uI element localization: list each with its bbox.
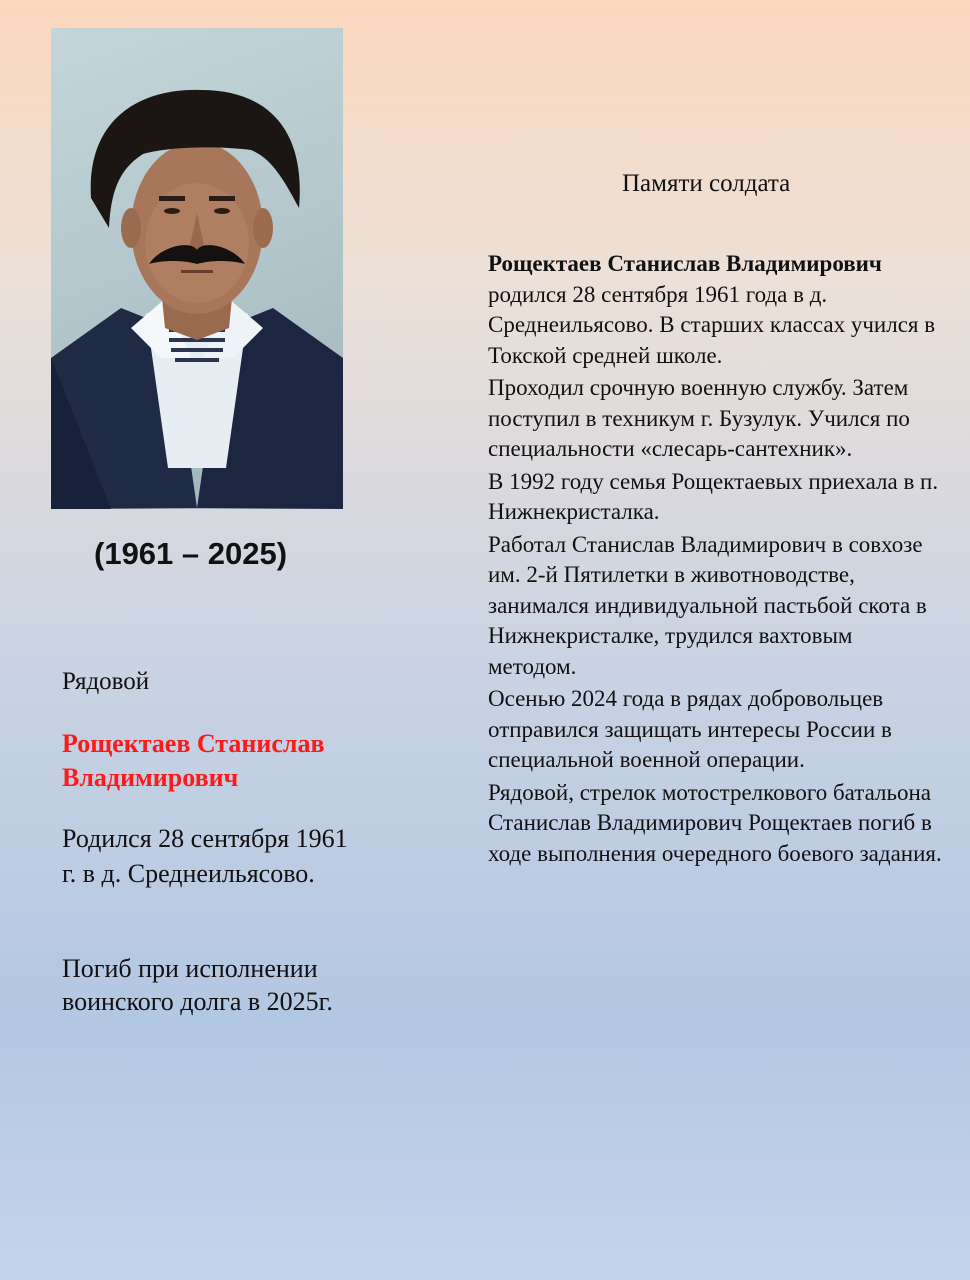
bio-name: Рощектаев Станислав Владимирович: [488, 251, 882, 276]
bio-paragraph-1-text: родился 28 сентября 1961 года в д. Среднеильясово. В старших классах учился в Токской средней школе.: [488, 281, 936, 368]
biography: [488, 249, 944, 871]
portrait-illustration: [51, 28, 343, 509]
bio-paragraph-5: Осенью 2024 года в рядах добровольцев отправился защищать интересы России в специальной военной операции.: [488, 686, 892, 772]
bio-paragraph-6: Рядовой, стрелок мотострелкового батальона Станислав Владимирович Рощектаев погиб в ходе выполнения очередного боевого задания.: [488, 779, 942, 866]
bio-paragraph-1: [488, 249, 944, 371]
portrait-photo: [51, 28, 343, 509]
bio-paragraph-4: Работал Станислав Владимирович в совхозе им. 2-й Пятилетки в животноводстве, занимался индивидуальной пастьбой скота в Нижнекристалке, трудился вахтовым методом.: [488, 531, 927, 679]
bio-paragraph-3: В 1992 году семья Рощектаевых приехала в п. Нижнекристалка.: [488, 468, 939, 524]
memorial-title: Памяти солдата: [622, 170, 791, 197]
soldier-name: Рощектаев Станислав Владимирович: [62, 729, 325, 792]
birth-info: Родился 28 сентября 1961 г. в д. Среднеильясово.: [62, 824, 348, 888]
death-info: Погиб при исполнении воинского долга в 2025г.: [62, 954, 333, 1016]
life-years: (1961 – 2025): [94, 536, 288, 571]
bio-paragraph-2: Проходил срочную военную службу. Затем поступил в техникум г. Бузулук. Учился по специальности «слесарь-сантехник».: [488, 375, 910, 461]
rank-label: Рядовой: [62, 668, 150, 695]
